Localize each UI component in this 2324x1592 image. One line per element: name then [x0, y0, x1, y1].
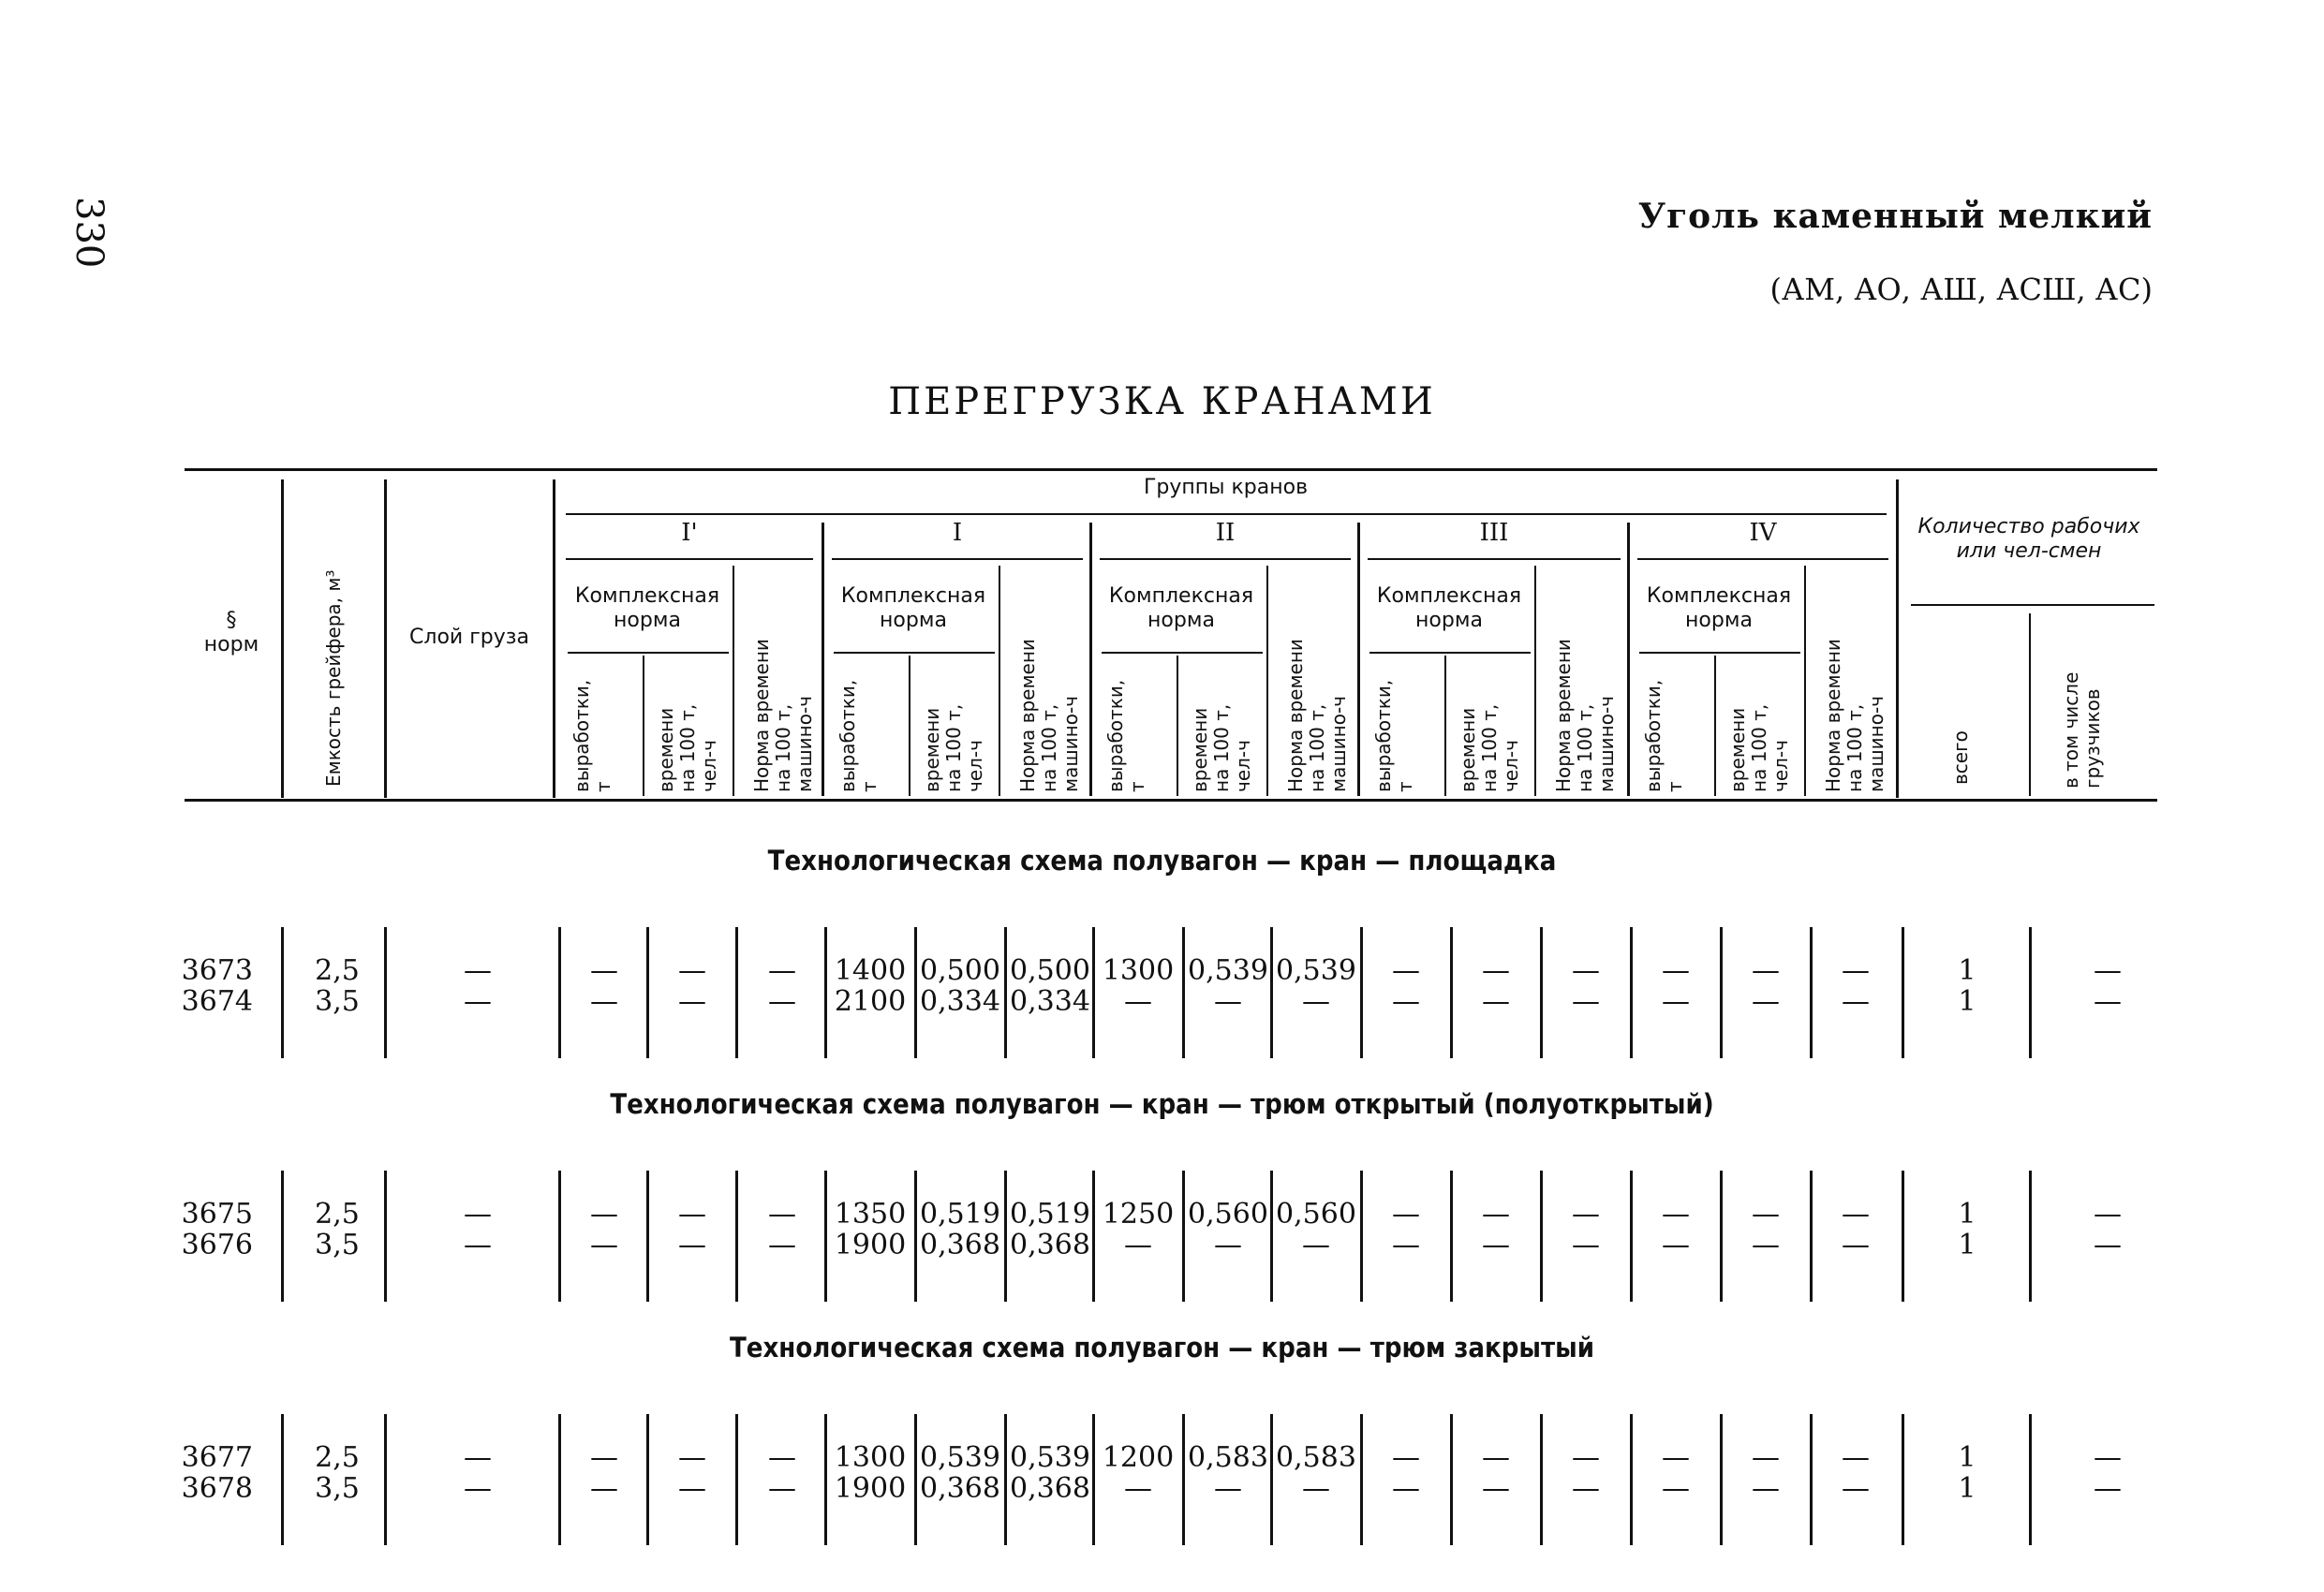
group-value: 0,583 —: [1276, 1441, 1356, 1505]
header-total: всего: [1949, 730, 1972, 785]
group-value: 0,519 0,368: [920, 1198, 1000, 1261]
group-value: 0,539 —: [1188, 954, 1268, 1018]
group-divider: [1089, 523, 1092, 796]
subcol-divider: [1444, 656, 1446, 796]
workers-total: 1 1: [1958, 1441, 1976, 1505]
row-divider: [1092, 927, 1095, 1058]
row-divider: [914, 927, 917, 1058]
row-divider: [281, 1171, 284, 1302]
group-value: — —: [1572, 1441, 1600, 1505]
row-divider: [1450, 1171, 1453, 1302]
row-divider: [1092, 1414, 1095, 1545]
group-value: — —: [1842, 954, 1870, 1018]
row-divider: [1720, 1414, 1723, 1545]
group-value: 0,500 0,334: [1010, 954, 1090, 1018]
group-value: — —: [678, 1441, 706, 1505]
section-title: Технологическая схема полувагон — кран — трюм закрытый: [729, 1332, 1595, 1364]
group-value: — —: [678, 1198, 706, 1261]
workers-total: 1 1: [1958, 954, 1976, 1018]
cargo-layer: — —: [464, 954, 492, 1018]
row-divider: [914, 1171, 917, 1302]
group-value: — —: [1662, 1198, 1690, 1261]
complex-divider: [733, 566, 734, 796]
header-workers: Количество рабочих или чел-смен: [1917, 515, 2140, 563]
row-divider: [735, 927, 738, 1058]
row-divider: [281, 1414, 284, 1545]
group-label: I': [681, 519, 698, 547]
row-divider: [2029, 1414, 2032, 1545]
header-time-per-100t: времени на 100 т, чел-ч: [655, 703, 720, 792]
header-complex-norm: Комплексная норма: [1376, 584, 1522, 632]
row-divider: [1902, 1414, 1904, 1545]
group-value: — —: [1482, 954, 1510, 1018]
header-output: выработки, т: [1104, 679, 1148, 792]
group-rule: [1637, 558, 1888, 560]
row-divider: [1810, 927, 1813, 1058]
group-value: — —: [1842, 1441, 1870, 1505]
group-value: — —: [1662, 1441, 1690, 1505]
header-crane-groups: Группы кранов: [1143, 476, 1309, 499]
row-divider: [1360, 1414, 1363, 1545]
norm-numbers: 3677 3678: [181, 1441, 253, 1505]
group-value: — —: [590, 1441, 618, 1505]
row-divider: [735, 1414, 738, 1545]
row-divider: [1092, 1171, 1095, 1302]
row-divider: [824, 927, 827, 1058]
group-rule: [832, 558, 1083, 560]
group-value: 0,583 —: [1188, 1441, 1268, 1505]
workers-loaders: — —: [2094, 1441, 2122, 1505]
group-value: — —: [1662, 954, 1690, 1018]
row-divider: [558, 1171, 561, 1302]
workers-total: 1 1: [1958, 1198, 1976, 1261]
page-heading: ПЕРЕГРУЗКА КРАНАМИ: [888, 380, 1436, 423]
row-divider: [1270, 1414, 1273, 1545]
row-divider: [558, 1414, 561, 1545]
row-divider: [1630, 927, 1633, 1058]
row-divider: [1004, 1171, 1007, 1302]
group-divider: [822, 523, 824, 796]
row-divider: [646, 1171, 649, 1302]
cargo-title: Уголь каменный мелкий: [1637, 197, 2153, 236]
header-complex-norm: Комплексная норма: [1108, 584, 1254, 632]
header-time-per-100t: времени на 100 т, чел-ч: [1189, 703, 1254, 792]
group-value: — —: [1482, 1441, 1510, 1505]
norm-numbers: 3675 3676: [181, 1198, 253, 1261]
header-output: выработки, т: [836, 679, 881, 792]
row-divider: [646, 1414, 649, 1545]
row-divider: [1540, 1414, 1543, 1545]
group-value: 0,560 —: [1188, 1198, 1268, 1261]
group-value: 1300 —: [1102, 954, 1175, 1018]
group-label: I: [952, 519, 963, 547]
group-value: 1300 1900: [834, 1441, 907, 1505]
header-complex-norm: Комплексная норма: [574, 584, 720, 632]
header-norm: [185, 609, 278, 657]
row-divider: [1182, 1171, 1185, 1302]
cargo-layer: — —: [464, 1441, 492, 1505]
workers-loaders: — —: [2094, 1198, 2122, 1261]
row-divider: [1630, 1414, 1633, 1545]
header-output: выработки, т: [1372, 679, 1416, 792]
header-machine-time: Норма времени на 100 т, машино-ч: [1552, 639, 1618, 792]
header-time-per-100t: времени на 100 т, чел-ч: [1457, 703, 1522, 792]
row-divider: [1450, 1414, 1453, 1545]
group-value: — —: [1572, 1198, 1600, 1261]
row-divider: [2029, 927, 2032, 1058]
row-divider: [1540, 1171, 1543, 1302]
row-divider: [1270, 927, 1273, 1058]
group-value: 1200 —: [1102, 1441, 1175, 1505]
header-machine-time: Норма времени на 100 т, машино-ч: [1284, 639, 1350, 792]
group-value: — —: [1482, 1198, 1510, 1261]
subcol-divider: [1177, 656, 1178, 796]
row-divider: [2029, 1171, 2032, 1302]
row-divider: [1720, 927, 1723, 1058]
group-value: 0,560 —: [1276, 1198, 1356, 1261]
group-value: 0,539 0,368: [1010, 1441, 1090, 1505]
group-value: 0,539 —: [1276, 954, 1356, 1018]
group-value: 1350 1900: [834, 1198, 907, 1261]
row-divider: [384, 1414, 387, 1545]
row-divider: [735, 1171, 738, 1302]
header-output: выработки, т: [570, 679, 614, 792]
header-machine-time: Норма времени на 100 т, машино-ч: [1822, 639, 1887, 792]
header-divider: [553, 479, 555, 798]
workers-divider: [2029, 613, 2031, 796]
header-top-rule: [185, 468, 2157, 471]
header-machine-time: Норма времени на 100 т, машино-ч: [750, 639, 816, 792]
row-divider: [1810, 1171, 1813, 1302]
group-rule: [1368, 558, 1621, 560]
group-value: — —: [1392, 1198, 1420, 1261]
subcol-divider: [643, 656, 644, 796]
row-divider: [1630, 1171, 1633, 1302]
group-value: — —: [768, 1198, 796, 1261]
row-divider: [1270, 1171, 1273, 1302]
row-divider: [914, 1414, 917, 1545]
header-norm-text: § норм: [203, 609, 259, 656]
norm-numbers: 3673 3674: [181, 954, 253, 1018]
row-divider: [384, 1171, 387, 1302]
row-divider: [384, 927, 387, 1058]
header-divider: [1896, 479, 1899, 798]
row-divider: [1540, 927, 1543, 1058]
row-divider: [646, 927, 649, 1058]
row-divider: [1902, 927, 1904, 1058]
header-time-per-100t: времени на 100 т, чел-ч: [1726, 703, 1792, 792]
header-complex-norm: Комплексная норма: [1646, 584, 1792, 632]
group-value: — —: [768, 954, 796, 1018]
workers-rule: [1911, 604, 2154, 606]
row-divider: [1360, 1171, 1363, 1302]
group-value: — —: [1392, 1441, 1420, 1505]
complex-divider: [1804, 566, 1806, 796]
row-divider: [824, 1171, 827, 1302]
group-value: — —: [1752, 1198, 1780, 1261]
group-rule: [1100, 558, 1351, 560]
group-label: IV: [1749, 519, 1777, 547]
header-loaders: в том числе грузчиков: [2060, 671, 2104, 789]
workers-loaders: — —: [2094, 954, 2122, 1018]
group-label: II: [1215, 519, 1236, 547]
row-divider: [824, 1414, 827, 1545]
header-grab-capacity: Емкость грейфера, м³: [322, 569, 345, 787]
subcol-divider: [909, 656, 910, 796]
row-divider: [558, 927, 561, 1058]
header-bottom-rule: [185, 799, 2157, 802]
row-divider: [1810, 1414, 1813, 1545]
row-divider: [1450, 927, 1453, 1058]
header-output: выработки, т: [1642, 679, 1686, 792]
group-value: — —: [1392, 954, 1420, 1018]
group-value: — —: [1842, 1198, 1870, 1261]
group-label: III: [1479, 519, 1509, 547]
group-value: 0,519 0,368: [1010, 1198, 1090, 1261]
section-title: Технологическая схема полувагон — кран — трюм открытый (полуоткрытый): [610, 1088, 1714, 1120]
section-title: Технологическая схема полувагон — кран — площадка: [767, 845, 1557, 877]
cargo-layer: — —: [464, 1198, 492, 1261]
row-divider: [1360, 927, 1363, 1058]
header-machine-time: Норма времени на 100 т, машино-ч: [1016, 639, 1082, 792]
page-number: 330: [67, 197, 111, 269]
groups-rule: [566, 513, 1887, 515]
group-value: — —: [590, 1198, 618, 1261]
complex-divider: [1266, 566, 1268, 796]
row-divider: [1182, 1414, 1185, 1545]
header-cargo-layer: Слой груза: [409, 626, 529, 649]
complex-divider: [999, 566, 1000, 796]
row-divider: [1004, 927, 1007, 1058]
grab-capacity: 2,5 3,5: [315, 954, 360, 1018]
header-complex-norm: Комплексная норма: [840, 584, 986, 632]
group-value: — —: [678, 954, 706, 1018]
row-divider: [1004, 1414, 1007, 1545]
header-time-per-100t: времени на 100 т, чел-ч: [921, 703, 986, 792]
complex-divider: [1534, 566, 1536, 796]
group-value: — —: [1752, 954, 1780, 1018]
row-divider: [1182, 927, 1185, 1058]
header-divider: [281, 479, 284, 798]
group-value: — —: [590, 954, 618, 1018]
group-divider: [1357, 523, 1360, 796]
subcol-divider: [1714, 656, 1716, 796]
group-rule: [566, 558, 813, 560]
grab-capacity: 2,5 3,5: [315, 1198, 360, 1261]
row-divider: [1902, 1171, 1904, 1302]
group-value: — —: [768, 1441, 796, 1505]
group-value: — —: [1572, 954, 1600, 1018]
group-value: 0,539 0,368: [920, 1441, 1000, 1505]
row-divider: [1720, 1171, 1723, 1302]
group-divider: [1627, 523, 1630, 796]
row-divider: [281, 927, 284, 1058]
group-value: 1400 2100: [834, 954, 907, 1018]
grab-capacity: 2,5 3,5: [315, 1441, 360, 1505]
group-value: — —: [1752, 1441, 1780, 1505]
group-value: 1250 —: [1102, 1198, 1175, 1261]
group-value: 0,500 0,334: [920, 954, 1000, 1018]
cargo-grades: (АМ, АО, АШ, АСШ, АС): [1769, 272, 2153, 307]
